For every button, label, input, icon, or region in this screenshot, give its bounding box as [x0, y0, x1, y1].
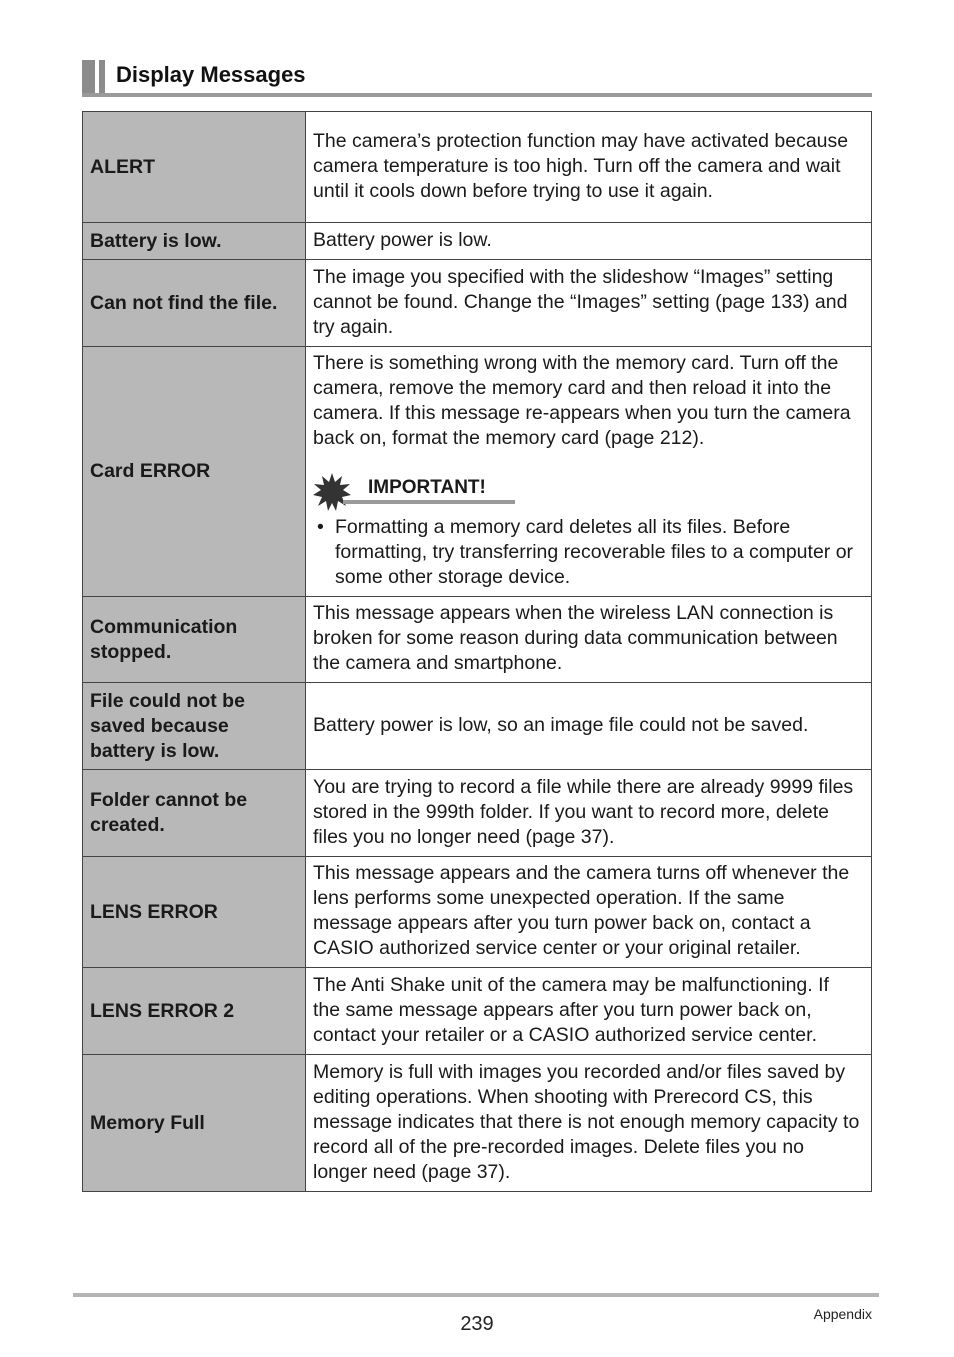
section-label: Appendix	[813, 1306, 872, 1322]
message-name: ALERT	[83, 112, 306, 223]
message-name: Battery is low.	[83, 223, 306, 260]
message-description: The image you specified with the slideshow “Images” setting cannot be found. Change the “Images” setting (page 133) and try again.	[306, 260, 872, 347]
message-description: The Anti Shake unit of the camera may be malfunctioning. If the same message appears after you turn power back on, contact your retailer or a CASIO authorized service center.	[306, 968, 872, 1055]
heading-underline	[82, 93, 872, 97]
table-row	[83, 770, 872, 857]
important-underline	[343, 500, 515, 504]
section-heading	[82, 60, 872, 98]
important-label: IMPORTANT!	[368, 477, 486, 498]
message-description: You are trying to record a file while there are already 9999 files stored in the 999th folder. If you want to record more, delete files you no longer need (page 37).	[306, 770, 872, 857]
message-name: File could not be saved because battery is low.	[83, 683, 306, 770]
message-description: The camera’s protection function may have activated because camera temperature is too high. Turn off the camera and wait until it cools down before trying to use it again.	[306, 112, 872, 223]
bullet-icon: •	[317, 516, 324, 538]
page-title: Display Messages	[116, 62, 306, 87]
messages-table	[82, 111, 872, 1192]
message-name: Can not find the file.	[83, 260, 306, 347]
message-text: There is something wrong with the memory card. Turn off the camera, remove the memory card and then reload it into the camera. If this message re-appears when you turn the camera back on, format the memory card (page 212).	[313, 352, 851, 449]
heading-bar-thin-icon	[99, 60, 105, 96]
table-row	[83, 683, 872, 770]
table-row	[83, 968, 872, 1055]
message-name: Folder cannot be created.	[83, 770, 306, 857]
message-name: LENS ERROR	[83, 857, 306, 968]
bullet-text: Formatting a memory card deletes all its files. Before formatting, try transferring recoverable files to a computer or some other storage device.	[335, 516, 854, 588]
table-row	[83, 857, 872, 968]
message-name: Card ERROR	[83, 347, 306, 597]
message-description: This message appears and the camera turns off whenever the lens performs some unexpected operation. If the same message appears after you turn power back on, contact a CASIO authorized service center or your original retailer.	[306, 857, 872, 968]
list-item	[313, 515, 861, 590]
message-description: Memory is full with images you recorded and/or files saved by editing operations. When shooting with Prerecord CS, this message indicates that there is not enough memory capacity to record all of the pre-recorded images. Delete files you no longer need (page 37).	[306, 1055, 872, 1192]
heading-bar-icon	[82, 60, 95, 96]
table-row	[83, 223, 872, 260]
message-description: This message appears when the wireless LAN connection is broken for some reason during data communication between the camera and smartphone.	[306, 597, 872, 683]
page-number: 239	[460, 1313, 494, 1335]
message-name: LENS ERROR 2	[83, 968, 306, 1055]
important-callout	[313, 473, 861, 509]
starburst-icon	[313, 473, 351, 511]
message-description: Battery power is low, so an image file could not be saved.	[306, 683, 872, 770]
message-name: Communication stopped.	[83, 597, 306, 683]
table-row	[83, 1055, 872, 1192]
table-row	[83, 597, 872, 683]
message-description: Battery power is low.	[306, 223, 872, 260]
message-description	[306, 347, 872, 597]
table-row	[83, 347, 872, 597]
message-name: Memory Full	[83, 1055, 306, 1192]
table-row	[83, 112, 872, 223]
table-row	[83, 260, 872, 347]
footer-divider	[73, 1293, 879, 1297]
